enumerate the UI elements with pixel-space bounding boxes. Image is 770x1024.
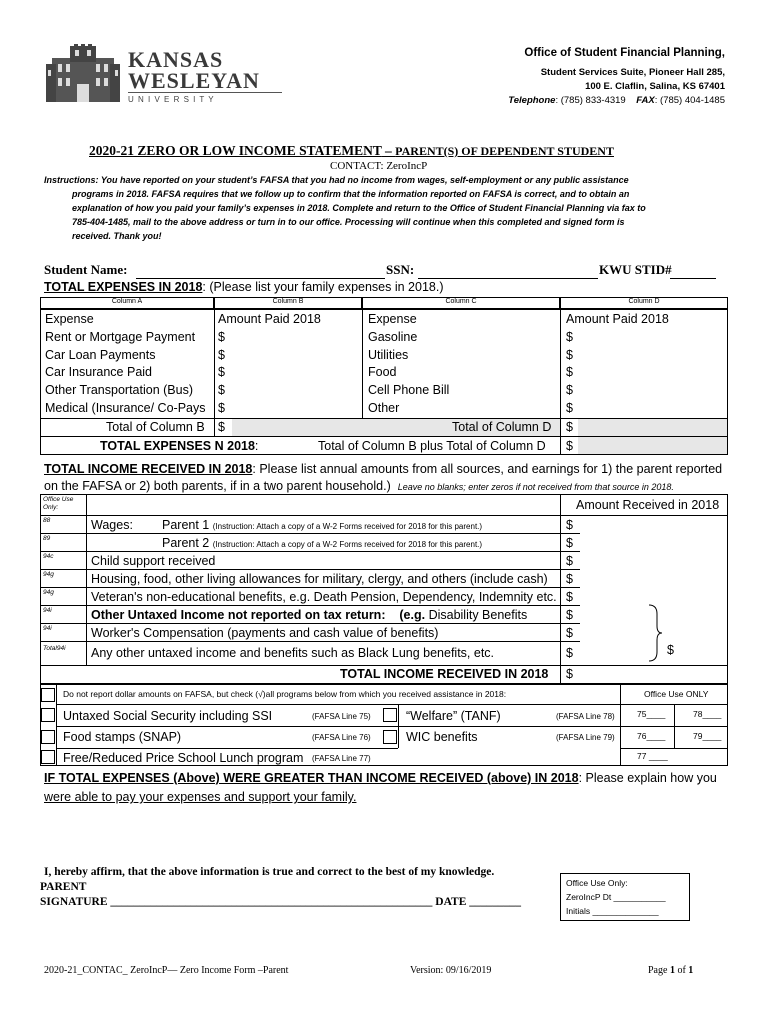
student-name-label: Student Name: [44, 262, 128, 277]
amount-parent1[interactable]: $ [566, 518, 573, 532]
child-support-label: Child support received [91, 554, 216, 568]
building-icon [44, 44, 122, 104]
program-food-stamps: Food stamps (SNAP) [63, 730, 182, 744]
program-social-security: Untaxed Social Security including SSI [63, 709, 273, 723]
veteran-label: Veteran's non-educational benefits, e.g. Death Pension, Dependency, Indemnity etc. [91, 590, 557, 604]
program-checkbox-header[interactable] [41, 688, 55, 702]
untaxed-label: Other Untaxed Income not reported on tax return: (e.g. Disability Benefits [91, 608, 528, 622]
expense-other: Other [368, 401, 400, 415]
wages-label: Wages: [91, 518, 133, 532]
total-income-label: TOTAL INCOME RECEIVED IN 2018 [340, 667, 549, 681]
affirm-text: I, hereby affirm, that the above information is true and correct to the best of my knowledge. [44, 866, 495, 878]
instructions-line4: 785-404-1485, mail to the above address or turn in to our office. Processing will continue when this completed and signed form is [72, 217, 625, 227]
expense-transport: Other Transportation (Bus) [45, 383, 193, 397]
explain-line2: were able to pay your expenses and support your family. [44, 790, 357, 804]
stid-field[interactable] [670, 264, 716, 278]
program-line-77: (FAFSA Line 77) [312, 754, 371, 763]
logo-line3: U N I V E R S I T Y [128, 95, 215, 104]
total-col-b-label: Total of Column B [106, 420, 205, 434]
stid-label: KWU STID# [599, 262, 672, 277]
income-heading: TOTAL INCOME RECEIVED IN 2018: Please list annual amounts from all sources, and earnings for 1) the parent reported [44, 462, 723, 476]
amount-cell-phone[interactable]: $ [566, 383, 573, 397]
instructions-line3: explanation of how you paid your family’s expenses in 2018. Complete and return to the Office of Student Financial Planning via fax to [72, 203, 646, 213]
expense-car-loan: Car Loan Payments [45, 348, 156, 362]
expense-medical: Medical (Insurance/ Co-Pays [45, 401, 206, 415]
expense-utilities: Utilities [368, 348, 409, 362]
col-a-header: Column A [111, 298, 143, 305]
parent2-label: Parent 2 (Instruction: Attach a copy of a W-2 Forms received for 2018 for this parent.) [162, 536, 483, 550]
code-75: 75____ [637, 709, 666, 719]
code-88: 88 [43, 517, 51, 524]
footer-version: Version: 09/16/2019 [410, 965, 492, 976]
footer-form-name: 2020-21_CONTAC_ ZeroIncP— Zero Income Form –Parent [44, 965, 289, 976]
program-line-76: (FAFSA Line 76) [312, 733, 371, 742]
amount-car-loan[interactable]: $ [218, 348, 225, 362]
hdr-expense-right: Expense [368, 312, 417, 326]
total-expenses-amount[interactable]: $ [566, 439, 573, 453]
form-title: 2020-21 ZERO OR LOW INCOME STATEMENT – PARENT(S) OF DEPENDENT STUDENT [89, 143, 614, 158]
office-phone-fax: Telephone: (785) 833-4319 FAX: (785) 404-1485 [508, 95, 725, 106]
code-89: 89 [43, 535, 51, 542]
workers-comp-label: Worker's Compensation (payments and cash value of benefits) [91, 626, 439, 640]
code-78: 78____ [693, 709, 722, 719]
hdr-expense-left: Expense [45, 312, 94, 326]
amount-veteran[interactable]: $ [566, 590, 573, 604]
amount-transport[interactable]: $ [218, 383, 225, 397]
office-box-line3: Initials ______________ [566, 906, 659, 916]
parent-label: PARENT [40, 881, 87, 893]
amount-utilities[interactable]: $ [566, 348, 573, 362]
amount-gasoline[interactable]: $ [566, 330, 573, 344]
contact-code: CONTACT: ZeroIncP [330, 160, 428, 172]
program-wic: WIC benefits [406, 730, 478, 744]
student-name-field[interactable] [136, 264, 385, 278]
expense-car-insurance: Car Insurance Paid [45, 365, 153, 379]
office-box-line1: Office Use Only: [566, 878, 628, 888]
total-col-b-amount[interactable]: $ [218, 420, 225, 434]
total-expenses-label: TOTAL EXPENSES N 2018: [100, 439, 259, 453]
explanation-area[interactable] [44, 808, 728, 860]
amount-medical[interactable]: $ [218, 401, 225, 415]
amount-food[interactable]: $ [566, 365, 573, 379]
amount-parent2[interactable]: $ [566, 536, 573, 550]
code-76: 76____ [637, 731, 666, 741]
program-welfare: “Welfare” (TANF) [406, 709, 501, 723]
program-school-lunch: Free/Reduced Price School Lunch program [63, 751, 304, 765]
office-address-2: 100 E. Claflin, Salina, KS 67401 [585, 81, 725, 92]
amount-housing[interactable]: $ [566, 572, 573, 586]
instructions-line1: Instructions: You have reported on your student’s FAFSA that you had no income from wages, self-employment or any public assistance [44, 175, 629, 185]
amount-received-header: Amount Received in 2018 [576, 498, 720, 512]
programs-instruction: Do not report dollar amounts on FAFSA, but check (√)all programs below from which you received assistance in 2018: [63, 689, 507, 699]
checkbox-welfare[interactable] [383, 708, 397, 722]
hdr-amount-left: Amount Paid 2018 [218, 312, 321, 326]
logo-line1: KANSAS [128, 47, 224, 72]
office-use-only-label: Office Use ONLY [644, 689, 709, 699]
expense-food: Food [368, 365, 397, 379]
expense-gasoline: Gasoline [368, 330, 418, 344]
program-line-79: (FAFSA Line 79) [556, 733, 615, 742]
code-77: 77 ____ [637, 751, 668, 761]
col-d-header: Column D [628, 298, 660, 305]
housing-label: Housing, food, other living allowances for military, clergy, and others (include cash) [91, 572, 548, 586]
amount-child-support[interactable]: $ [566, 554, 573, 568]
signature-line[interactable]: SIGNATURE ________________________________________________________ DATE _________ [40, 896, 521, 908]
amount-untaxed[interactable]: $ [566, 608, 573, 622]
instructions-line5: received. Thank you! [72, 231, 162, 241]
checkbox-wic[interactable] [383, 730, 397, 744]
amount-other-untaxed[interactable]: $ [566, 646, 573, 660]
amount-car-insurance[interactable]: $ [218, 365, 225, 379]
code-94g-b: 94g [43, 589, 54, 596]
code-94c: 94c [43, 553, 54, 560]
code-94i-a: 94i [43, 607, 52, 614]
expense-cell-phone: Cell Phone Bill [368, 383, 450, 397]
right-brace-icon [647, 604, 663, 662]
parent1-label: Parent 1 (Instruction: Attach a copy of a W-2 Forms received for 2018 for this parent.) [162, 518, 483, 532]
expense-rent: Rent or Mortgage Payment [45, 330, 196, 344]
instructions-line2: programs in 2018. FAFSA requires that we follow up to confirm that the information reported on FAFSA is correct, and to obtain an [72, 189, 630, 199]
other-untaxed-label: Any other untaxed income and benefits such as Black Lung benefits, etc. [91, 646, 495, 660]
checkbox-social-security[interactable] [41, 708, 55, 722]
total-col-d-label: Total of Column D [452, 420, 552, 434]
ssn-field[interactable] [418, 264, 598, 278]
total-b-plus-d-label: Total of Column B plus Total of Column D [318, 439, 546, 453]
col-b-header: Column B [272, 298, 304, 305]
footer-page-number: Page 1 of 1 [648, 965, 694, 976]
hdr-amount-right: Amount Paid 2018 [566, 312, 669, 326]
checkbox-food-stamps[interactable] [41, 730, 55, 744]
expenses-heading: TOTAL EXPENSES IN 2018: (Please list your family expenses in 2018.) [44, 280, 444, 294]
office-address-1: Student Services Suite, Pioneer Hall 285, [540, 67, 725, 78]
amount-rent[interactable]: $ [218, 330, 225, 344]
col-c-header: Column C [445, 298, 477, 305]
logo-line2: WESLEYAN [128, 68, 260, 93]
code-total94i: Total94i [43, 645, 66, 652]
total-col-d-amount[interactable]: $ [566, 420, 573, 434]
code-94i-b: 94i [43, 625, 52, 632]
amount-total94i[interactable]: $ [667, 643, 674, 657]
ssn-label: SSN: [386, 262, 415, 277]
income-heading-line2: on the FAFSA or 2) both parents, if in a two parent household.) Leave no blanks; enter zeros if not received from that source in 2018. [44, 479, 674, 493]
amount-total-income[interactable]: $ [566, 667, 573, 681]
program-line-78: (FAFSA Line 78) [556, 712, 615, 721]
code-79: 79____ [693, 731, 722, 741]
explain-line1: IF TOTAL EXPENSES (Above) WERE GREATER THAN INCOME RECEIVED (above) IN 2018: Please explain how you [44, 771, 717, 785]
office-box-line2: ZeroIncP Dt ___________ [566, 892, 666, 902]
checkbox-school-lunch[interactable] [41, 750, 55, 764]
office-title: Office of Student Financial Planning, [524, 47, 725, 59]
amount-workers-comp[interactable]: $ [566, 626, 573, 640]
amount-other[interactable]: $ [566, 401, 573, 415]
office-use-label: Office Use Only: [43, 496, 74, 511]
code-94g-a: 94g [43, 571, 54, 578]
program-line-75: (FAFSA Line 75) [312, 712, 371, 721]
